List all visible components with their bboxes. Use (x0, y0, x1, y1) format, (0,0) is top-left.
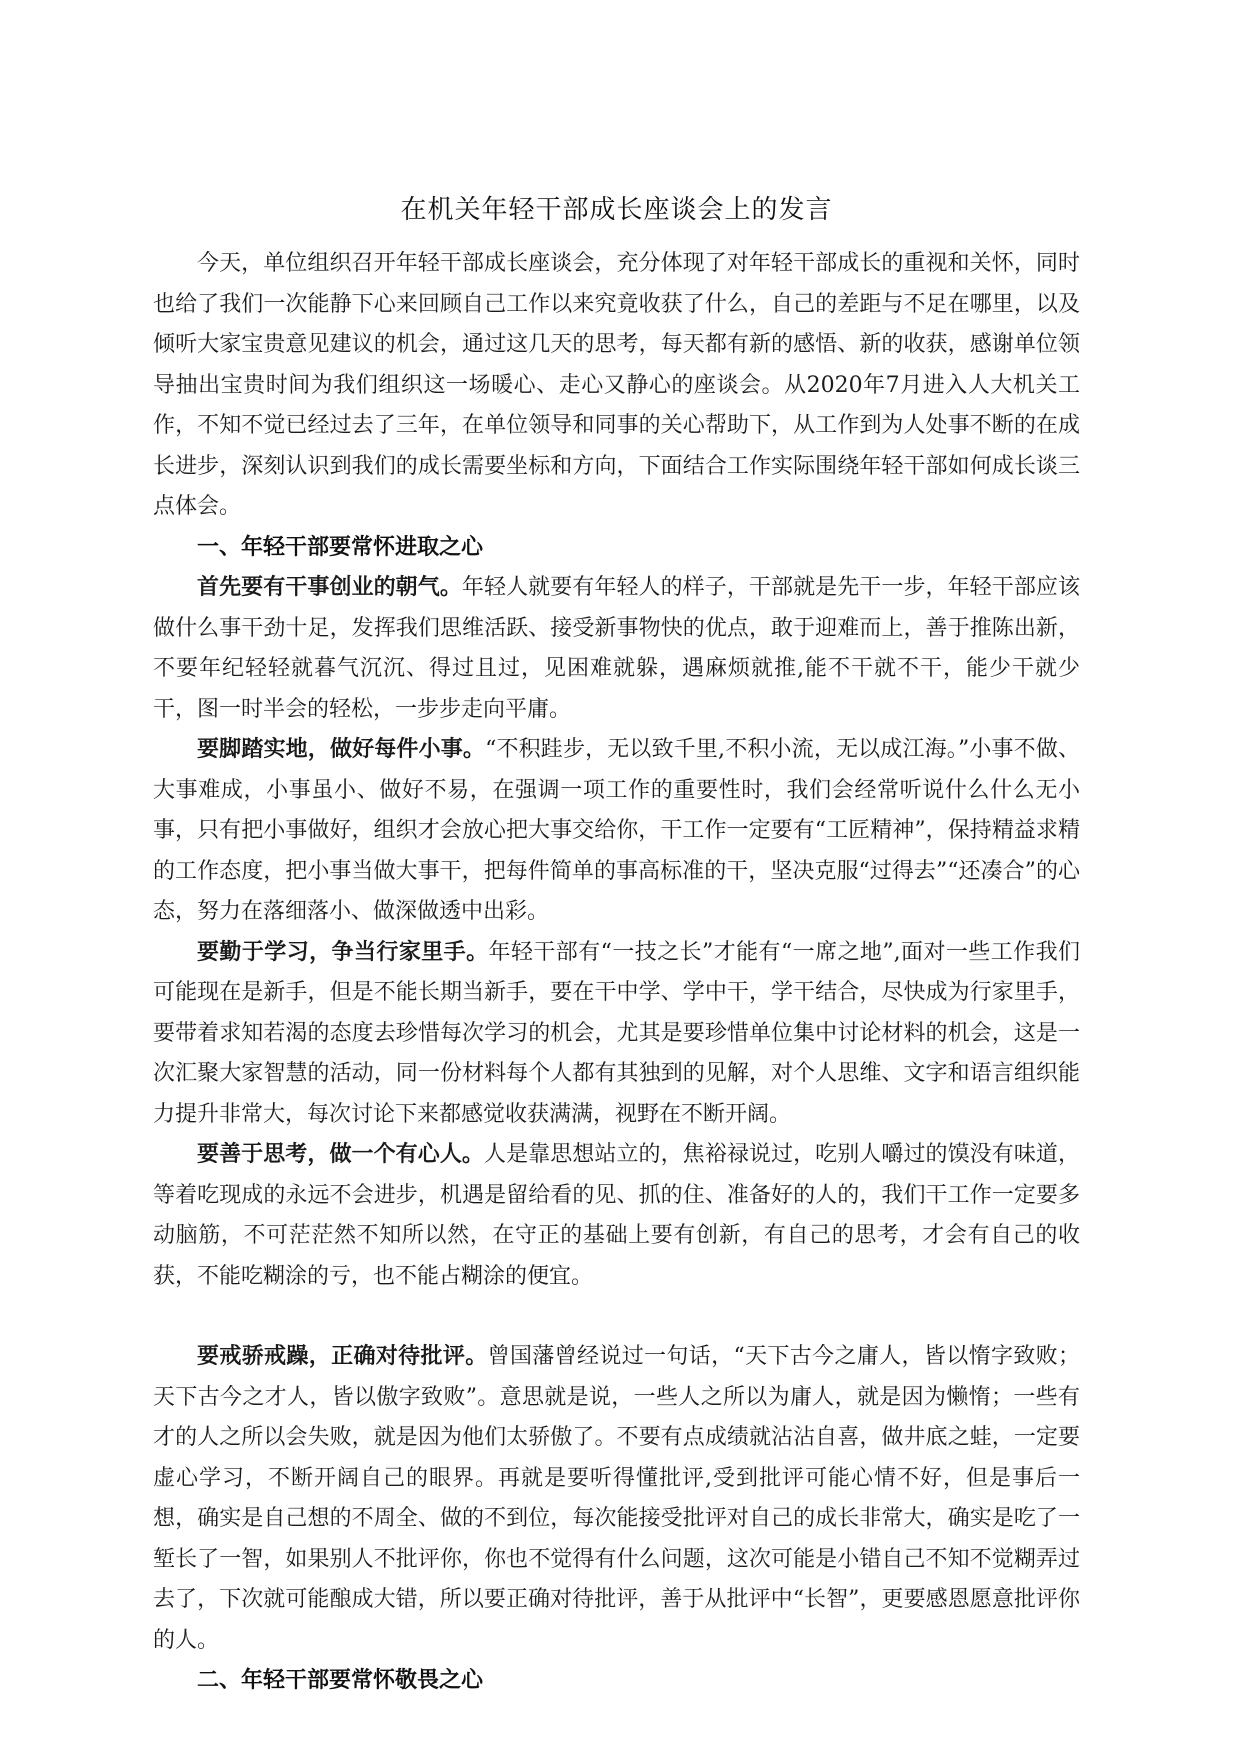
paragraph-gap (153, 1297, 1080, 1337)
paragraph-1 (153, 568, 1080, 730)
paragraph-4-lead: 要善于思考，做一个有心人。 (197, 1142, 484, 1167)
paragraph-3-text: 年轻干部有“一技之长”才能有“一席之地”,面对一些工作我们可能现在是新手，但是不能长期当新手，要在干中学、学中干，学干结合，尽快成为行家里手，要带着求知若渴的态度去珍惜每次学习的机会，尤其是要珍惜单位集中讨论材料的机会，这是一次汇聚大家智慧的活动，同一份材料每个人都有其独到的见解，对个人思维、文字和语言组织能力提升非常大，每次讨论下来都感觉收获满满，视野在不断开阔。 (153, 939, 1080, 1127)
paragraph-3 (153, 933, 1080, 1136)
paragraph-2-text: “不积跬步，无以致千里,不积小流，无以成江海。”小事不做、大事难成，小事虽小、做好不易，在强调一项工作的重要性时，我们会经常听说什么什么无小事，只有把小事做好，组织才会放心把大事交给你，干工作一定要有“工匠精神”，保持精益求精的工作态度，把小事当做大事干，把每件简单的事高标准的干，坚决克服“过得去”“还凑合”的心态，努力在落细落小、做深做透中出彩。 (153, 737, 1080, 924)
paragraph-4-text: 人是靠思想站立的，焦裕禄说过，吃别人嚼过的馍没有味道，等着吃现成的永远不会进步，机遇是留给看的见、抓的住、准备好的人的，我们干工作一定要多动脑筋，不可茫茫然不知所以然，在守正的基础上要有创新，有自己的思考，才会有自己的收获，不能吃糊涂的亏，也不能占糊涂的便宜。 (153, 1142, 1080, 1289)
paragraph-2-lead: 要脚踏实地，做好每件小事。 (197, 737, 486, 762)
intro-paragraph: 今天，单位组织召开年轻干部成长座谈会，充分体现了对年轻干部成长的重视和关怀，同时也给了我们一次能静下心来回顾自己工作以来究竟收获了什么，自己的差距与不足在哪里，以及倾听大家宝贵意见建议的机会，通过这几天的思考，每天都有新的感悟、新的收获，感谢单位领导抽出宝贵时间为我们组织这一场暖心、走心又静心的座谈会。从2020年7月进入人大机关工作，不知不觉已经过去了三年，在单位领导和同事的关心帮助下，从工作到为人处事不断的在成长进步，深刻认识到我们的成长需要坐标和方向，下面结合工作实际围绕年轻干部如何成长谈三点体会。 (153, 251, 1080, 519)
paragraph-1-text: 年轻人就要有年轻人的样子，干部就是先干一步，年轻干部应该做什么事干劲十足，发挥我们思维活跃、接受新事物快的优点，敢于迎难而上，善于推陈出新，不要年纪轻轻就暮气沉沉、得过且过，见困难就躲，遇麻烦就推,能不干就不干，能少干就少干，图一时半会的轻松，一步步走向平庸。 (153, 575, 1080, 722)
section-heading-2: 二、年轻干部要常怀敬畏之心 (197, 1668, 484, 1693)
paragraph-4 (153, 1135, 1080, 1297)
paragraph-2 (153, 730, 1080, 933)
paragraph-5 (153, 1337, 1080, 1661)
section-heading-1: 一、年轻干部要常怀进取之心 (197, 534, 484, 560)
paragraph-5-lead: 要戒骄戒躁，正确对待批评。 (197, 1344, 488, 1369)
document-title: 在机关年轻干部成长座谈会上的发言 (400, 195, 833, 225)
paragraph-3-lead: 要勤于学习，争当行家里手。 (197, 939, 489, 965)
paragraph-5-text: 曾国藩曾经说过一句话，“天下古今之庸人，皆以惰字致败；天下古今之才人，皆以傲字致败”。意思就是说，一些人之所以为庸人，就是因为懒惰；一些有才的人之所以会失败，就是因为他们太骄傲了。不要有点成绩就沾沾自喜，做井底之蛙，一定要虚心学习，不断开阔自己的眼界。再就是要听得懂批评,受到批评可能心情不好，但是事后一想，确实是自己想的不周全、做的不到位，每次能接受批评对自己的成长非常大，确实是吃了一堑长了一智，如果别人不批评你，你也不觉得有什么问题，这次可能是小错自己不知不觉糊弄过去了，下次就可能酿成大错，所以要正确对待批评，善于从批评中“长智”，更要感恩愿意批评你的人。 (153, 1344, 1080, 1653)
paragraph-1-lead: 首先要有干事创业的朝气。 (197, 575, 462, 600)
